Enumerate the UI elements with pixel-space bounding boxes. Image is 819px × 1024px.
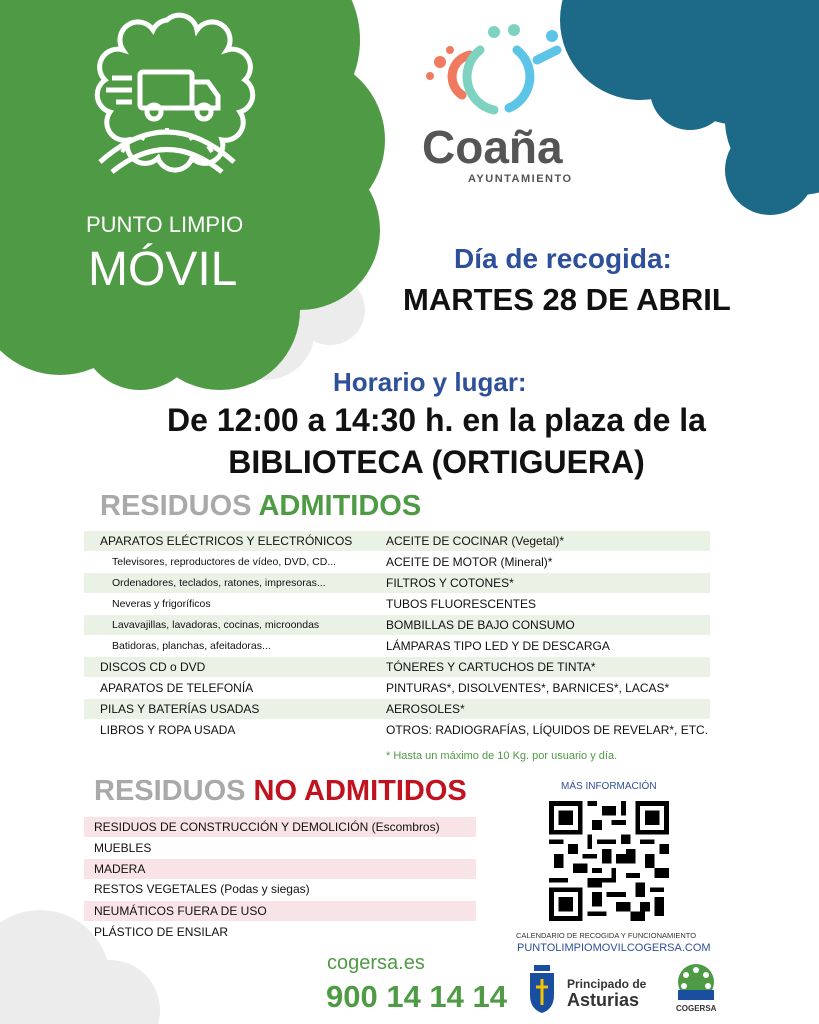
schedule-line1: De 12:00 a 14:30 h. en la plaza de la (167, 402, 706, 438)
row-left: LIBROS Y ROPA USADA (100, 723, 236, 737)
admitted-title-gray: RESIDUOS (100, 490, 252, 522)
table-row (84, 552, 710, 572)
teal-cloud-shape (560, 0, 819, 215)
badge-line2: MÓVIL (88, 243, 238, 296)
list-item (84, 859, 476, 879)
row-left: APARATOS ELÉCTRICOS Y ELECTRÓNICOS (100, 534, 353, 548)
qr-code-icon[interactable] (549, 801, 669, 921)
cogersa-label: COGERSA (676, 1004, 717, 1013)
row-left: Ordenadores, teclados, ratones, impresoras... (112, 577, 326, 589)
list-item-label: PLÁSTICO DE ENSILAR (94, 925, 229, 939)
list-item-label: MADERA (94, 862, 146, 876)
cogersa-logo-icon (674, 962, 718, 1002)
row-left: DISCOS CD o DVD (100, 660, 206, 674)
table-row (84, 573, 710, 593)
list-item-label: MUEBLES (94, 841, 152, 855)
people-circle-logo (422, 20, 582, 115)
admitted-title-colored: ADMITIDOS (258, 490, 422, 522)
list-item-label: RESIDUOS DE CONSTRUCCIÓN Y DEMOLICIÓN (Escombros) (94, 820, 440, 834)
schedule-label: Horario y lugar: (333, 367, 527, 397)
principado-line2: Asturias (567, 990, 640, 1010)
schedule-line2: BIBLIOTECA (ORTIGUERA) (228, 444, 645, 480)
row-left: PILAS Y BATERÍAS USADAS (100, 702, 260, 716)
row-left: Neveras y frigoríficos (112, 598, 211, 610)
not-admitted-title-colored: NO ADMITIDOS (253, 775, 467, 807)
row-right: OTROS: RADIOGRAFÍAS, LÍQUIDOS DE REVELAR*, ETC. (386, 723, 709, 737)
list-item-label: NEUMÁTICOS FUERA DE USO (94, 904, 267, 918)
more-info-url[interactable]: PUNTOLIMPIOMOVILCOGERSA.COM (517, 942, 711, 954)
more-info-label: MÁS INFORMACIÓN (561, 781, 657, 792)
row-right: AEROSOLES* (386, 702, 465, 716)
list-item (84, 922, 476, 942)
pickup-label: Día de recogida: (454, 243, 672, 274)
not-admitted-title (94, 775, 467, 808)
pickup-date: MARTES 28 DE ABRIL (403, 282, 731, 317)
row-left: Lavavajillas, lavadoras, cocinas, microondas (112, 619, 320, 631)
list-item (84, 901, 476, 921)
row-left: Batidoras, planchas, afeitadoras... (112, 640, 271, 652)
table-row (84, 678, 710, 698)
table-row (84, 615, 710, 635)
not-admitted-title-gray: RESIDUOS (94, 775, 246, 807)
row-right: ACEITE DE MOTOR (Mineral)* (386, 555, 553, 569)
principado-line1: Principado de (567, 977, 647, 991)
row-right: TÓNERES Y CARTUCHOS DE TINTA* (386, 660, 596, 674)
table-row (84, 636, 710, 656)
table-row (84, 657, 710, 677)
table-row (84, 531, 710, 551)
website-link[interactable]: cogersa.es (327, 952, 425, 974)
list-item (84, 817, 476, 837)
badge-line1: PUNTO LIMPIO (86, 212, 244, 237)
more-info-caption: CALENDARIO DE RECOGIDA Y FUNCIONAMIENTO (516, 931, 697, 940)
truck-road-icon (72, 12, 262, 192)
admitted-title (100, 490, 421, 523)
row-right: BOMBILLAS DE BAJO CONSUMO (386, 618, 575, 632)
row-right: ACEITE DE COCINAR (Vegetal)* (386, 534, 565, 548)
phone-number[interactable]: 900 14 14 14 (326, 979, 508, 1014)
row-right: LÁMPARAS TIPO LED Y DE DESCARGA (386, 639, 610, 653)
asturias-crest-icon (526, 965, 558, 1015)
table-row (84, 720, 710, 740)
municipality-subtitle: AYUNTAMIENTO (468, 173, 573, 185)
table-row (84, 594, 710, 614)
list-item (84, 879, 476, 899)
row-right: FILTROS Y COTONES* (386, 576, 514, 590)
row-left: APARATOS DE TELEFONÍA (100, 681, 254, 695)
row-right: PINTURAS*, DISOLVENTES*, BARNICES*, LACAS* (386, 681, 670, 695)
row-right: TUBOS FLUORESCENTES (386, 597, 537, 611)
admitted-note: * Hasta un máximo de 10 Kg. por usuario y día. (386, 750, 618, 762)
list-item-label: RESTOS VEGETALES (Podas y siegas) (94, 882, 310, 896)
municipality-name: Coaña (422, 121, 563, 173)
list-item (84, 838, 476, 858)
row-left: Televisores, reproductores de vídeo, DVD, CD... (112, 556, 337, 568)
table-row (84, 699, 710, 719)
